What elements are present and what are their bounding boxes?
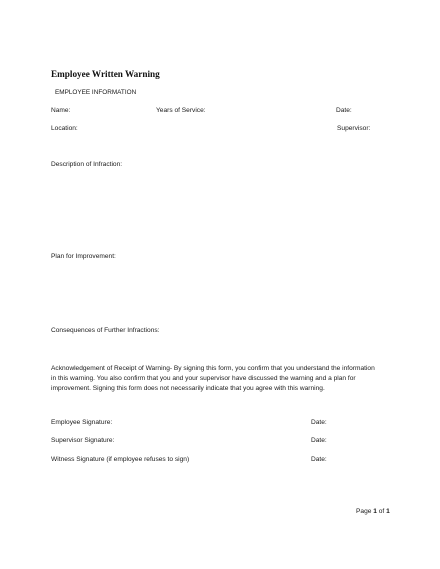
date-field-label: Date:	[336, 107, 352, 114]
plan-label: Plan for Improvement:	[51, 253, 116, 260]
consequences-label: Consequences of Further Infractions:	[51, 327, 160, 334]
page-current: 1	[373, 508, 377, 515]
page-total: 1	[386, 508, 390, 515]
section-heading: EMPLOYEE INFORMATION	[55, 89, 137, 96]
acknowledgement-paragraph	[51, 364, 391, 394]
supervisor-signature-label: Supervisor Signature:	[51, 437, 115, 444]
description-label: Description of Infraction:	[51, 161, 123, 168]
acknowledgement-line: improvement. Signing this form does not necessarily indicate that you agree with this warning.	[51, 385, 325, 392]
witness-signature-label: Witness Signature (if employee refuses to sign)	[51, 456, 190, 463]
supervisor-signature-date-label: Date:	[311, 437, 327, 444]
acknowledgement-line: in this warning. You also confirm that you and your supervisor have discussed the warning and a plan for	[51, 375, 356, 382]
employee-signature-label: Employee Signature:	[51, 419, 113, 426]
page-number-footer	[356, 508, 390, 516]
employee-signature-date-label: Date:	[311, 419, 327, 426]
supervisor-field-label: Supervisor:	[337, 125, 371, 132]
of-word: of	[378, 508, 385, 515]
witness-signature-date-label: Date:	[311, 456, 327, 463]
page-word: Page	[356, 508, 372, 515]
document-title: Employee Written Warning	[51, 69, 160, 79]
name-field-label: Name:	[51, 107, 71, 114]
acknowledgement-line: Acknowledgement of Receipt of Warning- By signing this form, you confirm that you understand the information	[51, 365, 375, 372]
years-of-service-label: Years of Service:	[156, 107, 206, 114]
location-field-label: Location:	[51, 125, 78, 132]
